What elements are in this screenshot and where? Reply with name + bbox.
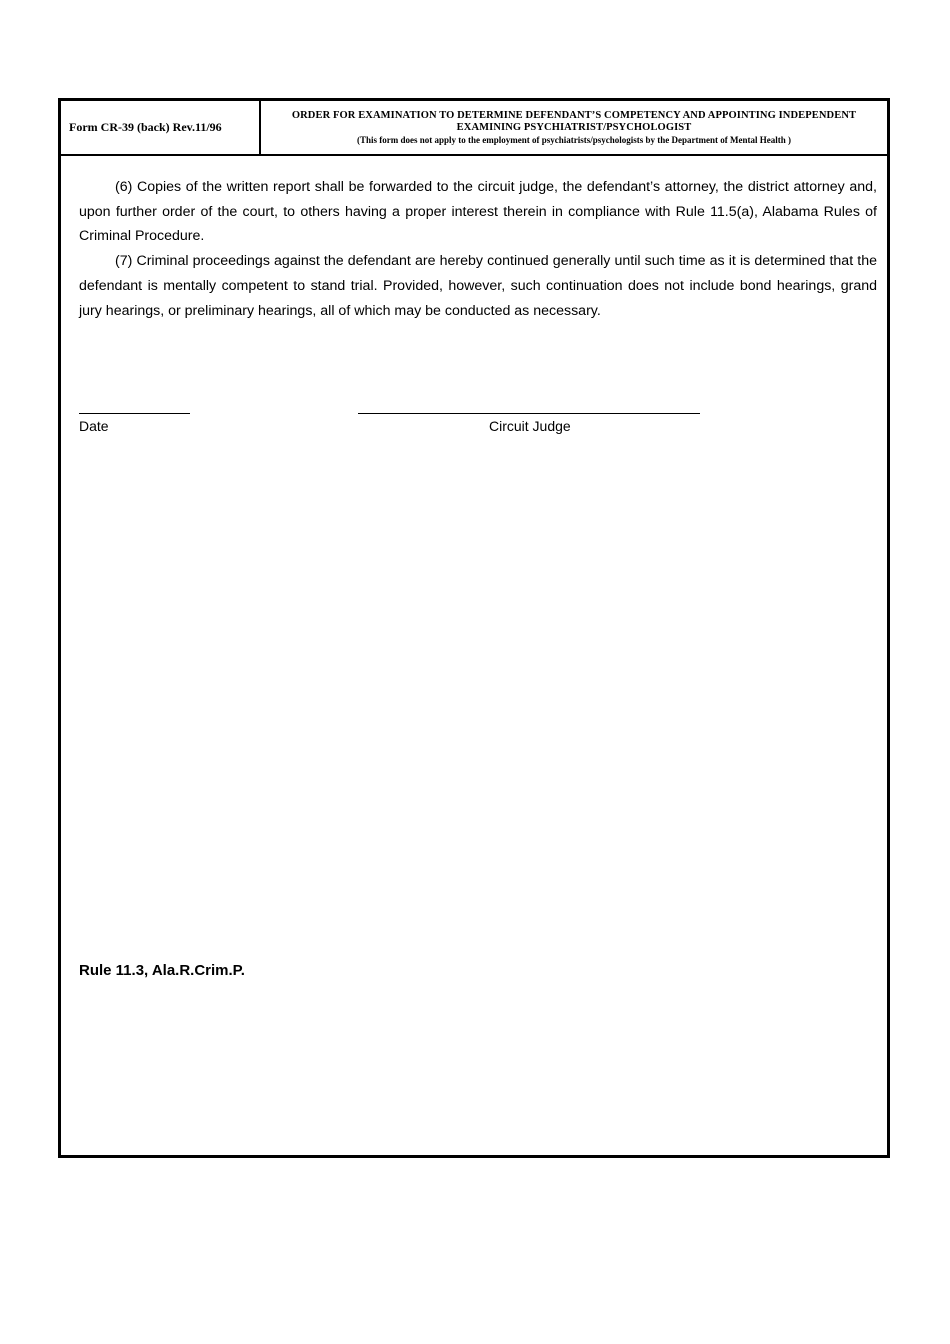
form-title — [261, 101, 887, 154]
form-title-note: (This form does not apply to the employment of psychiatrists/psychologists by the Department of Mental Health ) — [357, 134, 791, 145]
circuit-judge-label: Circuit Judge — [489, 418, 571, 434]
rule-citation: Rule 11.3, Ala.R.Crim.P. — [79, 962, 245, 979]
judge-signature-line — [358, 413, 700, 414]
form-header — [61, 101, 887, 156]
order-body — [79, 175, 877, 323]
form-title-line-1: ORDER FOR EXAMINATION TO DETERMINE DEFENDANT’S COMPETENCY AND APPOINTING INDEPENDENT — [291, 109, 857, 121]
form-id: Form CR-39 (back) Rev.11/96 — [61, 101, 261, 154]
date-signature-line — [79, 413, 190, 414]
paragraph-6: (6) Copies of the written report shall be forwarded to the circuit judge, the defendant’s attorney, the district attorney and, upon further order of the court, to others having a proper interest therein in compliance with Rule 11.5(a), Alabama Rules of Criminal Procedure. — [79, 179, 877, 245]
paragraph-7: (7) Criminal proceedings against the defendant are hereby continued generally until such time as it is determined that the defendant is mentally competent to stand trial. Provided, however, such continuation does not include bond hearings, grand jury hearings, or preliminary hearings, all of which may be conducted as necessary. — [79, 253, 877, 319]
date-label: Date — [79, 418, 109, 434]
form-title-line-2: EXAMINING PSYCHIATRIST/PSYCHOLOGIST — [456, 121, 692, 133]
